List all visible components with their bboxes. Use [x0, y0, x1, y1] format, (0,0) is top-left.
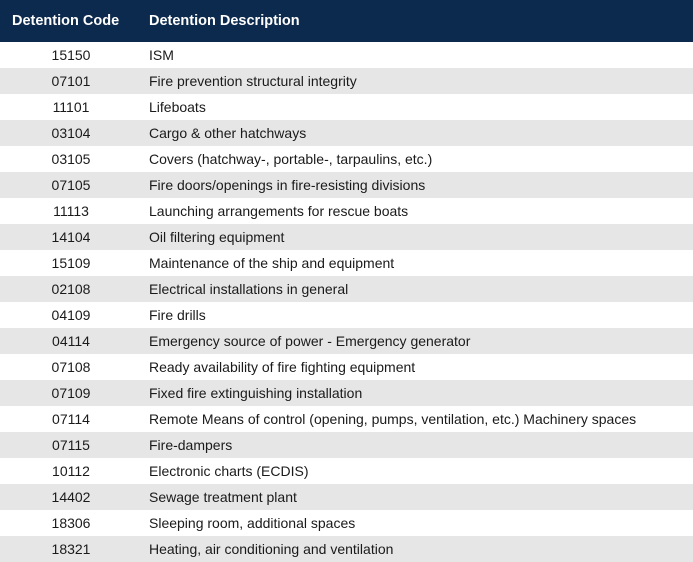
- detention-code-cell: 07101: [51, 73, 91, 89]
- table-row: [0, 68, 693, 94]
- detention-description-cell: Electrical installations in general: [149, 281, 349, 297]
- table-row: [0, 354, 693, 380]
- detention-description-cell: Fire prevention structural integrity: [149, 73, 357, 89]
- detention-description-cell: Fixed fire extinguishing installation: [149, 385, 363, 401]
- detention-description-cell: Launching arrangements for rescue boats: [149, 203, 409, 219]
- detention-code-cell: 04114: [52, 333, 90, 349]
- detention-code-cell: 18321: [51, 541, 91, 557]
- detention-code-cell: 07105: [51, 177, 91, 193]
- detention-description-cell: Heating, air conditioning and ventilation: [149, 541, 394, 557]
- table-row: [0, 484, 693, 510]
- detention-description-cell: Oil filtering equipment: [149, 229, 285, 245]
- table-row: [0, 458, 693, 484]
- table-row: [0, 120, 693, 146]
- detention-code-cell: 18306: [51, 515, 91, 531]
- detention-code-cell: 04109: [51, 307, 91, 323]
- detention-code-cell: 02108: [51, 281, 91, 297]
- detention-description-cell: Remote Means of control (opening, pumps, ventilation, etc.) Machinery spaces: [149, 411, 637, 427]
- table-row: [0, 302, 693, 328]
- detention-code-cell: 14402: [51, 489, 91, 505]
- detention-code-cell: 14104: [51, 229, 91, 245]
- table-header: [0, 0, 693, 42]
- detention-description-cell: Fire doors/openings in fire-resisting divisions: [149, 177, 426, 193]
- table-row: [0, 94, 693, 120]
- table-row: [0, 172, 693, 198]
- table-row: [0, 224, 693, 250]
- detention-description-cell: Emergency source of power - Emergency generator: [149, 333, 471, 349]
- header-detention-code: Detention Code: [12, 13, 120, 29]
- table-body: [0, 42, 693, 562]
- detention-code-cell: 11101: [52, 99, 90, 115]
- detention-description-cell: Maintenance of the ship and equipment: [149, 255, 395, 271]
- detention-code-cell: 11113: [53, 203, 89, 219]
- detention-code-cell: 15109: [51, 255, 91, 271]
- table-row: [0, 406, 693, 432]
- table-row: [0, 510, 693, 536]
- table-row: [0, 146, 693, 172]
- table-row: [0, 380, 693, 406]
- detention-description-cell: Sewage treatment plant: [149, 489, 297, 505]
- table-row: [0, 42, 693, 68]
- detention-description-cell: Cargo & other hatchways: [149, 125, 307, 141]
- header-detention-description: Detention Description: [149, 13, 300, 29]
- table-row: [0, 250, 693, 276]
- detention-description-cell: Sleeping room, additional spaces: [149, 515, 356, 531]
- table-row: [0, 432, 693, 458]
- table-row: [0, 536, 693, 562]
- detention-code-cell: 07114: [52, 411, 90, 427]
- table-row: [0, 328, 693, 354]
- table-row: [0, 276, 693, 302]
- detention-code-cell: 03104: [51, 125, 91, 141]
- detention-code-cell: 07108: [51, 359, 91, 375]
- detention-description-cell: Fire drills: [149, 307, 206, 323]
- detention-description-cell: Fire-dampers: [149, 437, 233, 453]
- detention-code-cell: 03105: [51, 151, 91, 167]
- detention-description-cell: Covers (hatchway-, portable-, tarpaulins, etc.): [149, 151, 433, 167]
- detention-description-cell: ISM: [149, 47, 174, 63]
- detention-description-cell: Electronic charts (ECDIS): [149, 463, 309, 479]
- table-row: [0, 198, 693, 224]
- detention-code-cell: 10112: [52, 463, 90, 479]
- detention-code-cell: 15150: [51, 47, 91, 63]
- detention-description-cell: Lifeboats: [149, 99, 206, 115]
- detention-code-cell: 07109: [51, 385, 91, 401]
- detention-description-cell: Ready availability of fire fighting equipment: [149, 359, 416, 375]
- detention-code-cell: 07115: [52, 437, 90, 453]
